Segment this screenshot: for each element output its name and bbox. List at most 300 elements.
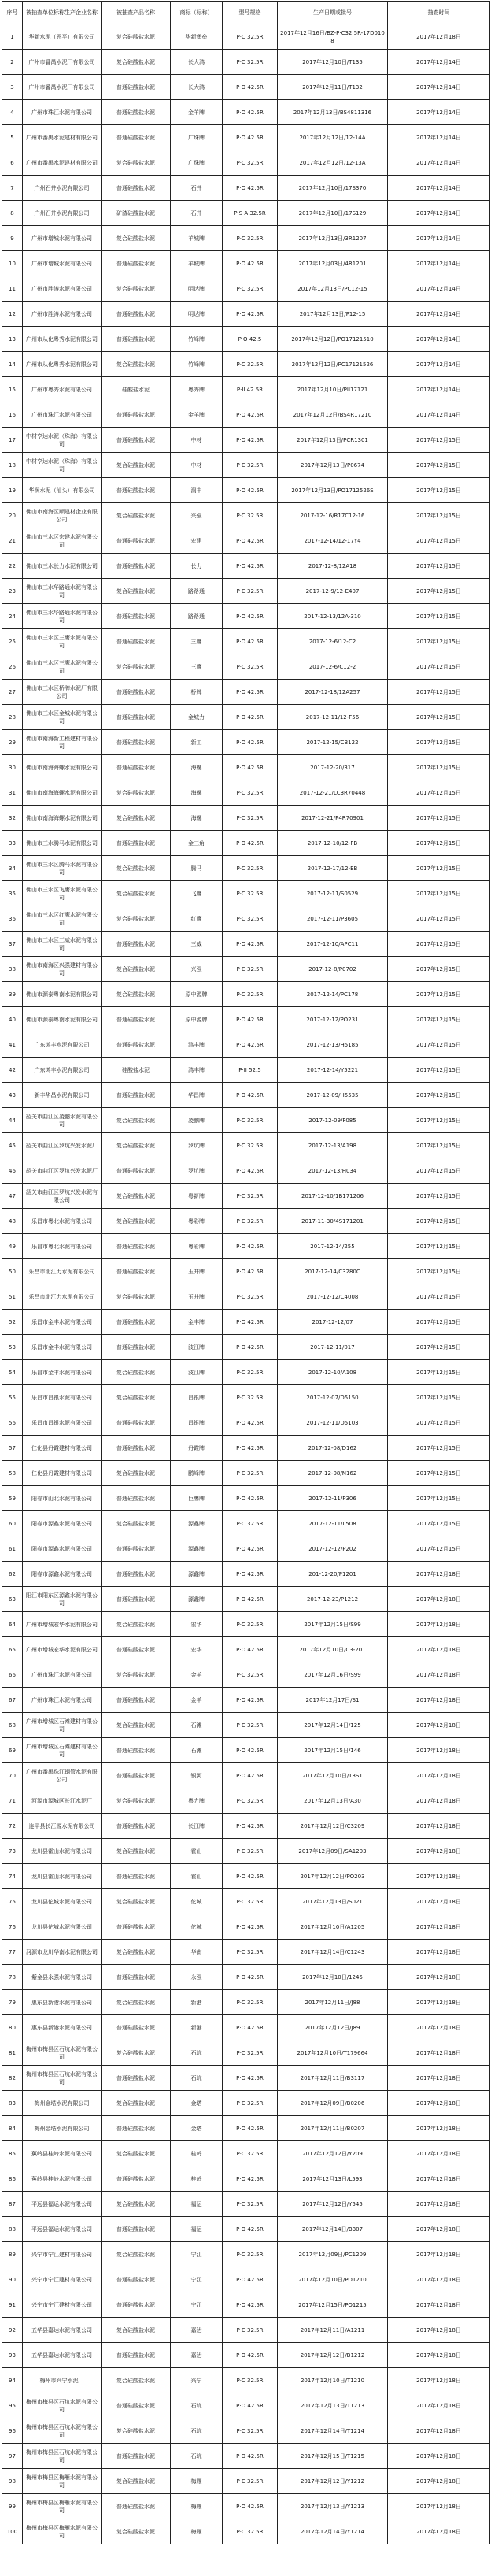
table-cell: 复合硅酸盐水泥 (102, 1360, 171, 1385)
table-cell: P·C 32.5R (223, 503, 278, 528)
table-row (2, 1688, 490, 1713)
table-cell: 2017年12月09日/B0206 (278, 2091, 388, 2116)
table-cell: 2017年12月13日/BS4811316 (278, 100, 388, 125)
table-cell: 2017年12月18日 (388, 2494, 490, 2519)
table-row (2, 1385, 490, 1410)
table-cell: 94 (2, 2368, 23, 2393)
table-cell: 26 (2, 654, 23, 680)
table-cell: 石滩 (171, 1738, 223, 1763)
table-cell: P·O 42.5 (223, 327, 278, 352)
table-cell: 80 (2, 2015, 23, 2040)
table-cell: 兴宁市宁江建材有限公司 (23, 2242, 102, 2267)
table-row (2, 1612, 490, 1637)
table-row (2, 1133, 490, 1158)
table-cell: 2017年12月15日 (388, 1536, 490, 1562)
table-cell: 复合硅酸盐水泥 (102, 2418, 171, 2444)
table-cell: 2017年12月18日 (388, 2393, 490, 2418)
table-cell: 梅雁 (171, 2469, 223, 2494)
table-cell: 2017年12月15日 (388, 1385, 490, 1410)
table-cell: 2017年12月14日 (388, 251, 490, 276)
table-body (2, 24, 490, 2544)
table-cell: 佛山市三水区三鹰水泥有限公司 (23, 654, 102, 680)
table-cell: 63 (2, 1587, 23, 1612)
table-cell: 2017年12月10日/T179664 (278, 2040, 388, 2066)
table-cell: P·O 42.5R (223, 1814, 278, 1839)
table-cell: 51 (2, 1284, 23, 1310)
table-cell: 2017年12月18日 (388, 2242, 490, 2267)
table-row (2, 554, 490, 579)
table-cell: 50 (2, 1259, 23, 1284)
table-cell: 2017年12月14日/Y1214 (278, 2519, 388, 2544)
table-row (2, 1864, 490, 1889)
table-cell: 普通硅酸盐水泥 (102, 705, 171, 730)
table-cell: 复合硅酸盐水泥 (102, 50, 171, 75)
table-cell: 2017-12-21/P4R70901 (278, 806, 388, 831)
table-row (2, 24, 490, 50)
table-cell: 银河 (171, 1763, 223, 1788)
table-row (2, 1032, 490, 1058)
table-cell: P·C 32.5R (223, 982, 278, 1007)
table-cell: 矿渣硅酸盐水泥 (102, 201, 171, 226)
table-cell: 30 (2, 755, 23, 780)
table-cell: 三威 (171, 932, 223, 957)
table-cell: P·C 32.5R (223, 957, 278, 982)
table-cell: P·C 32.5R (223, 453, 278, 478)
table-cell: 2017-12-13/H034 (278, 1158, 388, 1184)
table-row (2, 2116, 490, 2141)
table-row (2, 503, 490, 528)
table-cell: 普通硅酸盐水泥 (102, 2015, 171, 2040)
table-cell: 金三角 (171, 831, 223, 856)
table-cell: 佛山市三水腾马水泥有限公司 (23, 831, 102, 856)
table-cell: 2017年12月15日 (388, 428, 490, 453)
table-cell: 普通硅酸盐水泥 (102, 100, 171, 125)
table-cell: 2017年12月11日/T132 (278, 75, 388, 100)
table-cell: 复合硅酸盐水泥 (102, 1839, 171, 1864)
table-cell: P·C 32.5R (223, 2318, 278, 2343)
table-cell: 普通硅酸盐水泥 (102, 327, 171, 352)
table-cell: 广州市珠江水泥有限公司 (23, 1662, 102, 1688)
table-row (2, 831, 490, 856)
table-cell: 普通硅酸盐水泥 (102, 1562, 171, 1587)
table-cell: 2017年12月15日/S99 (278, 1612, 388, 1637)
table-cell: 佛山市南海海螺水泥有限公司 (23, 755, 102, 780)
table-row (2, 75, 490, 100)
table-cell: 97 (2, 2444, 23, 2469)
table-cell: 10 (2, 251, 23, 276)
table-cell: 2017年12月18日 (388, 1839, 490, 1864)
table-cell: 2017年12月13日/A30 (278, 1788, 388, 1814)
table-cell: P·O 42.5R (223, 100, 278, 125)
table-cell: 55 (2, 1385, 23, 1410)
table-cell: 2017-12-14/C3280C (278, 1259, 388, 1284)
table-cell: 2017年12月18日 (388, 1965, 490, 1990)
table-cell: 2017年12月15日 (388, 1335, 490, 1360)
table-cell: 普通硅酸盐水泥 (102, 1335, 171, 1360)
table-row (2, 2292, 490, 2318)
table-cell: 普通硅酸盐水泥 (102, 1864, 171, 1889)
table-cell: 2017年12月12日/Y209 (278, 2141, 388, 2166)
table-cell: 复合硅酸盐水泥 (102, 1662, 171, 1688)
table-cell: 2017年12月12日/Y1212 (278, 2469, 388, 2494)
table-row (2, 276, 490, 302)
table-cell: 15 (2, 377, 23, 402)
table-cell: 2017年12月15日 (388, 1360, 490, 1385)
table-cell: 广州市从化粤秀水泥有限公司 (23, 352, 102, 377)
table-cell: 2017年12月15日 (388, 1083, 490, 1108)
table-cell: 53 (2, 1335, 23, 1360)
table-cell: 梅州市梅县区石坑水泥有限公司 (23, 2040, 102, 2066)
table-cell: 6 (2, 150, 23, 176)
table-cell: 18 (2, 453, 23, 478)
table-cell: 广州市番禺水泥厂有限公司 (23, 50, 102, 75)
table-cell: 福运 (171, 2217, 223, 2242)
table-cell: 20 (2, 503, 23, 528)
table-cell: 普通硅酸盐水泥 (102, 302, 171, 327)
table-cell: 佛山市三水区宏建水泥有限公司 (23, 528, 102, 554)
table-cell: 长大鸿 (171, 75, 223, 100)
table-cell: 普通硅酸盐水泥 (102, 1965, 171, 1990)
table-cell: 2017年12月12日/PO203 (278, 1864, 388, 1889)
table-cell: 32 (2, 806, 23, 831)
table-cell: 嘉达 (171, 2318, 223, 2343)
table-cell: 2017年12月18日 (388, 2040, 490, 2066)
table-cell: 仁化县丹霞建材有限公司 (23, 1436, 102, 1461)
table-cell: 2017-12-6/12-C2 (278, 629, 388, 654)
table-cell: 2017年12月12日/J89 (278, 2015, 388, 2040)
table-cell: 96 (2, 2418, 23, 2444)
table-cell: 2017年12月15日 (388, 1184, 490, 1209)
table-cell: 鹏峰牌 (171, 1461, 223, 1486)
table-cell: 阳春市源鑫水泥有限公司 (23, 1511, 102, 1536)
table-cell: 2017-12-12/C4008 (278, 1284, 388, 1310)
table-cell: 2017年12月18日 (388, 1814, 490, 1839)
table-cell: 宁江 (171, 2242, 223, 2267)
table-cell: 梅州市梅县区梅雁水泥有限公司 (23, 2469, 102, 2494)
table-row (2, 579, 490, 604)
table-cell: 复合硅酸盐水泥 (102, 1184, 171, 1209)
table-cell: 2017年12月15日 (388, 654, 490, 680)
table-cell: 47 (2, 1184, 23, 1209)
table-row (2, 1108, 490, 1133)
table-cell: 2017-12-09/F085 (278, 1108, 388, 1133)
table-cell: 37 (2, 932, 23, 957)
table-cell: 2017年12月13日/PO1712526S (278, 478, 388, 503)
table-cell: 27 (2, 680, 23, 705)
table-cell: P·O 42.5R (223, 680, 278, 705)
table-cell: 普通硅酸盐水泥 (102, 755, 171, 780)
table-row (2, 1587, 490, 1612)
table-cell: 2017-12-12/07 (278, 1310, 388, 1335)
table-cell: 45 (2, 1133, 23, 1158)
table-cell: 中材 (171, 428, 223, 453)
table-cell: 2017年12月13日/T1213 (278, 2393, 388, 2418)
table-cell: 中材亨达水泥（珠海）有限公司 (23, 428, 102, 453)
table-cell: 复合硅酸盐水泥 (102, 453, 171, 478)
table-cell: 82 (2, 2066, 23, 2091)
table-cell: 石坑 (171, 2418, 223, 2444)
table-row (2, 2091, 490, 2116)
table-row (2, 1007, 490, 1032)
table-cell: 79 (2, 1990, 23, 2015)
table-cell: P·C 32.5R (223, 2040, 278, 2066)
table-cell: 2017年12月12日/BS4R17210 (278, 402, 388, 428)
table-cell: P·C 32.5R (223, 2519, 278, 2544)
table-cell: 2017年12月15日 (388, 906, 490, 932)
table-cell: 润丰 (171, 478, 223, 503)
table-cell: P·II 42.5R (223, 377, 278, 402)
table-cell: P·C 32.5R (223, 1889, 278, 1914)
table-cell: P·C 32.5R (223, 1385, 278, 1410)
table-cell: 25 (2, 629, 23, 654)
table-cell: P·C 32.5R (223, 2091, 278, 2116)
table-cell: 普通硅酸盐水泥 (102, 176, 171, 201)
table-cell: 兴强 (171, 503, 223, 528)
table-cell: 71 (2, 1788, 23, 1814)
table-cell: 14 (2, 352, 23, 377)
table-cell: 梅州市梅县区梅雁水泥有限公司 (23, 2494, 102, 2519)
table-cell: 羊城牌 (171, 251, 223, 276)
table-cell: P·O 42.5R (223, 1083, 278, 1108)
table-cell: 宏建 (171, 528, 223, 554)
table-cell: 广州市番禺水泥厂有限公司 (23, 75, 102, 100)
table-cell: 2017年12月15日 (388, 831, 490, 856)
table-cell: P·O 42.5R (223, 1158, 278, 1184)
table-cell: 49 (2, 1234, 23, 1259)
table-cell: 2017年12月15日 (388, 1486, 490, 1511)
table-cell: P·C 32.5R (223, 1713, 278, 1738)
table-cell: 普通硅酸盐水泥 (102, 932, 171, 957)
table-cell: P·II 52.5 (223, 1058, 278, 1083)
table-cell: 普通硅酸盐水泥 (102, 251, 171, 276)
table-cell: 2017年12月18日 (388, 2141, 490, 2166)
table-cell: 广州市增城水泥有限公司 (23, 226, 102, 251)
table-cell: 乐昌市昌银水泥有限公司 (23, 1410, 102, 1436)
table-cell: 粤秀牌 (171, 377, 223, 402)
table-cell: 兴宁 (171, 2368, 223, 2393)
table-cell: 23 (2, 579, 23, 604)
table-cell: 2017年12月15日 (388, 705, 490, 730)
table-row (2, 1360, 490, 1385)
table-cell: 石坑 (171, 2393, 223, 2418)
table-row (2, 1461, 490, 1486)
table-row (2, 2519, 490, 2544)
table-cell: 2017年12月18日 (388, 1562, 490, 1587)
table-cell: P·O 42.5R (223, 1738, 278, 1763)
table-cell: 73 (2, 1839, 23, 1864)
table-cell: 2017-12-10/12-FB (278, 831, 388, 856)
table-cell: 2017年12月12日/PO17121510 (278, 327, 388, 352)
table-cell: 金羊 (171, 1688, 223, 1713)
table-cell: 昌银牌 (171, 1385, 223, 1410)
table-cell: 2017年12月18日 (388, 2091, 490, 2116)
table-cell: P·O 42.5R (223, 1310, 278, 1335)
table-cell: P·O 42.5R (223, 251, 278, 276)
table-cell: 广州市增城区石滩建材有限公司 (23, 1738, 102, 1763)
table-cell: 宏华 (171, 1637, 223, 1662)
table-cell: P·O 42.5R (223, 1234, 278, 1259)
table-cell: 48 (2, 1209, 23, 1234)
table-row (2, 629, 490, 654)
table-cell: P·C 32.5R (223, 1511, 278, 1536)
table-cell: 2017年12月15日 (388, 554, 490, 579)
table-row (2, 1814, 490, 1839)
table-cell: 57 (2, 1436, 23, 1461)
table-cell: 2017年12月15日 (388, 1259, 490, 1284)
table-cell: 2017年12月15日 (388, 629, 490, 654)
table-cell: P·O 42.5R (223, 2292, 278, 2318)
table-cell: P·C 32.5R (223, 226, 278, 251)
table-cell: P·O 42.5R (223, 2444, 278, 2469)
table-cell: 明达牌 (171, 276, 223, 302)
table-cell: P·C 32.5R (223, 1284, 278, 1310)
table-cell: 100 (2, 2519, 23, 2544)
table-cell: 海螺 (171, 755, 223, 780)
table-cell: 2017年12月15日/T1215 (278, 2444, 388, 2469)
header-cell: 商标（标称） (171, 2, 223, 24)
table-cell: 2017年12月18日 (388, 1612, 490, 1637)
table-cell: 2017年12月15日 (388, 1108, 490, 1133)
table-cell: P·C 32.5R (223, 806, 278, 831)
table-cell: 2017年12月14日 (388, 302, 490, 327)
table-cell: 复合硅酸盐水泥 (102, 1940, 171, 1965)
table-cell: P·C 32.5R (223, 2141, 278, 2166)
table-cell: P·O 42.5R (223, 831, 278, 856)
table-cell: 2017年12月14日 (388, 176, 490, 201)
table-cell: P·C 32.5R (223, 1108, 278, 1133)
table-cell: 长力 (171, 554, 223, 579)
table-row (2, 478, 490, 503)
table-cell: P·O 42.5R (223, 1914, 278, 1940)
table-cell: P·C 32.5R (223, 50, 278, 75)
table-cell: 金丰牌 (171, 1310, 223, 1335)
table-row (2, 2141, 490, 2166)
table-cell: 2017年12月18日 (388, 1914, 490, 1940)
table-cell: 12 (2, 302, 23, 327)
table-cell: 69 (2, 1738, 23, 1763)
table-cell: 90 (2, 2267, 23, 2292)
table-cell: 佛山市三水长力水泥有限公司 (23, 554, 102, 579)
table-cell: 2017年12月13日/P0674 (278, 453, 388, 478)
table-cell: 华新水泥（恩平）有限公司 (23, 24, 102, 50)
table-cell: 金羊牌 (171, 402, 223, 428)
table-cell: 2017年12月15日 (388, 453, 490, 478)
table-cell: 普通硅酸盐水泥 (102, 478, 171, 503)
table-cell: 梅州市兴宁水泥厂 (23, 2368, 102, 2393)
table-cell: 普通硅酸盐水泥 (102, 1234, 171, 1259)
table-cell: 佛山市南海区顺建材企业有限公司 (23, 503, 102, 528)
table-cell: 广东鸿丰水泥有限公司 (23, 1032, 102, 1058)
table-cell: 桂岭 (171, 2141, 223, 2166)
table-cell: 65 (2, 1637, 23, 1662)
table-cell: 丹霞牌 (171, 1436, 223, 1461)
table-cell: 广州市胜涛水泥有限公司 (23, 276, 102, 302)
table-row (2, 906, 490, 932)
table-cell: 鸿丰牌 (171, 1032, 223, 1058)
table-cell: 广州市从化粤秀水泥有限公司 (23, 327, 102, 352)
table-cell: 2017-12-17/12-EB (278, 856, 388, 881)
table-cell: 乐昌市金丰水泥有限公司 (23, 1310, 102, 1335)
table-cell: 2017年12月15日 (388, 1436, 490, 1461)
table-cell: 兴宁市宁江建材有限公司 (23, 2267, 102, 2292)
table-cell: 华新堡垒 (171, 24, 223, 50)
table-row (2, 1058, 490, 1083)
table-cell: 2017年12月18日 (388, 2267, 490, 2292)
table-cell: 复合硅酸盐水泥 (102, 1990, 171, 2015)
table-cell: P·O 42.5R (223, 1410, 278, 1436)
table-row (2, 2166, 490, 2192)
table-cell: 2017年12月18日 (388, 2066, 490, 2091)
table-cell: 2017年12月15日 (388, 1158, 490, 1184)
table-cell: 阳江市阳东区源鑫水泥有限公司 (23, 1587, 102, 1612)
table-cell: 鸿丰牌 (171, 1058, 223, 1083)
table-cell: P·C 32.5R (223, 1184, 278, 1209)
table-row (2, 1284, 490, 1310)
table-cell: 2017年12月18日 (388, 1889, 490, 1914)
table-row (2, 1965, 490, 1990)
table-cell: 梅州市梅县区石坑水泥有限公司 (23, 2066, 102, 2091)
table-cell: 2017年12月15日 (388, 1511, 490, 1536)
table-row (2, 2393, 490, 2418)
table-cell: 2017年12月15日 (388, 1209, 490, 1234)
table-cell: 5 (2, 125, 23, 150)
table-cell: 粤彩牌 (171, 1234, 223, 1259)
table-cell: P·C 32.5R (223, 1209, 278, 1234)
table-cell: 石坑 (171, 2066, 223, 2091)
table-cell: 2017年12月14日 (388, 276, 490, 302)
table-row (2, 428, 490, 453)
table-cell: 普通硅酸盐水泥 (102, 428, 171, 453)
table-cell: P·C 32.5R (223, 1360, 278, 1385)
table-cell: 2017-12-15/CB122 (278, 730, 388, 755)
table-cell: 74 (2, 1864, 23, 1889)
table-cell: P·C 32.5R (223, 881, 278, 906)
table-cell: 复合硅酸盐水泥 (102, 1284, 171, 1310)
table-cell: 2017-12-11/P3605 (278, 906, 388, 932)
table-cell: 复合硅酸盐水泥 (102, 2519, 171, 2544)
table-row (2, 1788, 490, 1814)
table-cell: 2017-12-23/P1212 (278, 1587, 388, 1612)
table-cell: 粤力牌 (171, 1788, 223, 1814)
table-cell: 2017-12-13/A198 (278, 1133, 388, 1158)
table-cell: 2017年12月14日 (388, 352, 490, 377)
table-cell: 2017年12月13日/PCR1301 (278, 428, 388, 453)
table-cell: P·O 42.5R (223, 730, 278, 755)
inspection-table (2, 1, 490, 2544)
table-cell: 普通硅酸盐水泥 (102, 2494, 171, 2519)
table-cell: 2017-12-6/C12-2 (278, 654, 388, 680)
table-cell: 2017年12月10日/17S370 (278, 176, 388, 201)
table-cell: 59 (2, 1486, 23, 1511)
table-cell: 72 (2, 1814, 23, 1839)
table-cell: 78 (2, 1965, 23, 1990)
table-cell: 龙川县霍山水泥有限公司 (23, 1839, 102, 1864)
table-cell: 竹峰牌 (171, 327, 223, 352)
table-cell: 长江牌 (171, 1814, 223, 1839)
table-cell: 佛山市源泰粤南水泥有限公司 (23, 982, 102, 1007)
table-row (2, 1713, 490, 1738)
table-cell: 佛山市南海海螺水泥有限公司 (23, 806, 102, 831)
table-cell: 新丰华昌水泥有限公司 (23, 1083, 102, 1108)
table-cell: P·O 42.5R (223, 2267, 278, 2292)
table-cell: 2 (2, 50, 23, 75)
table-row (2, 780, 490, 806)
table-cell: 2017-11-30/4S171201 (278, 1209, 388, 1234)
table-cell: 普通硅酸盐水泥 (102, 2066, 171, 2091)
table-cell: 金城力 (171, 705, 223, 730)
table-cell: 2017年12月14日/125 (278, 1713, 388, 1738)
table-cell: 飞鹰 (171, 881, 223, 906)
